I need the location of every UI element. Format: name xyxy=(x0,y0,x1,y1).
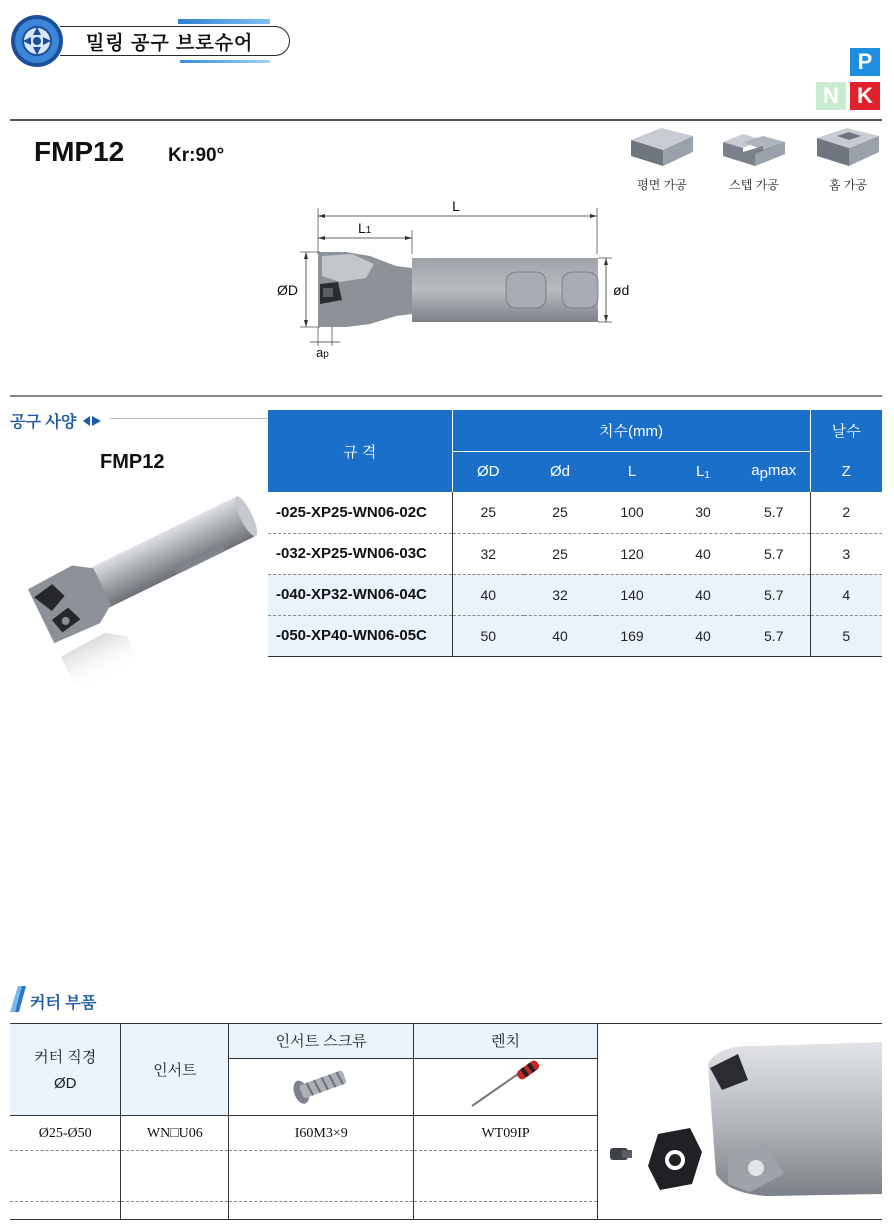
empty-cell xyxy=(229,1150,414,1219)
cell-L: 140 xyxy=(596,574,668,615)
process-slot-milling xyxy=(810,124,886,193)
page-title: 밀링 공구 브로슈어 xyxy=(86,33,254,54)
wrench-image-cell xyxy=(414,1058,598,1115)
empty-cell xyxy=(414,1150,598,1219)
header-stripe xyxy=(178,19,270,24)
cell-D: 25 xyxy=(452,492,524,533)
col-header-d: Ød xyxy=(524,451,596,492)
parts-section-title: 커터 부품 xyxy=(30,995,97,1012)
cell-ap: 5.7 xyxy=(738,533,810,574)
header-stripe-bottom xyxy=(180,60,270,63)
cutter-assembly-image xyxy=(598,1024,882,1216)
cell-z: 4 xyxy=(810,574,882,615)
cell-L1: 40 xyxy=(668,533,738,574)
col-header-dims: 치수(mm) xyxy=(452,410,810,451)
cell-L1: 40 xyxy=(668,615,738,656)
cell-D: 32 xyxy=(452,533,524,574)
dim-L1-label: L1 xyxy=(358,220,372,236)
dim-D-label: ØD xyxy=(277,282,298,298)
col-header-screw: 인서트 스크류 xyxy=(229,1024,414,1059)
cell-L1: 40 xyxy=(668,574,738,615)
cell-wrench: WT09IP xyxy=(414,1115,598,1150)
face-milling-block-icon xyxy=(627,124,697,170)
cell-ap: 5.7 xyxy=(738,574,810,615)
cell-code: -050-XP40-WN06-05C xyxy=(268,615,452,656)
empty-cell xyxy=(121,1150,229,1219)
cell-d: 25 xyxy=(524,492,596,533)
spec-section-title: 공구 사양 xyxy=(10,409,103,432)
col-header-wrench: 렌치 xyxy=(414,1024,598,1059)
spec-table xyxy=(268,410,882,657)
cell-z: 2 xyxy=(810,492,882,533)
cell-code: -040-XP32-WN06-04C xyxy=(268,574,452,615)
cell-ap: 5.7 xyxy=(738,492,810,533)
cell-ap: 5.7 xyxy=(738,615,810,656)
section-underline xyxy=(110,418,270,419)
divider xyxy=(10,395,882,397)
cell-screw: I60M3×9 xyxy=(229,1115,414,1150)
col-header-spec: 규 격 xyxy=(268,410,452,492)
table-row xyxy=(268,533,882,574)
cell-d: 32 xyxy=(524,574,596,615)
cell-L1: 30 xyxy=(668,492,738,533)
end-mill-photo xyxy=(20,488,260,713)
wrench-icon xyxy=(466,1060,546,1110)
col-header-insert: 인서트 xyxy=(121,1024,229,1116)
cutter-parts-photo xyxy=(597,1024,882,1220)
model-name: FMP12 xyxy=(34,136,125,167)
dimension-drawing xyxy=(270,196,650,366)
chevron-right-icon xyxy=(81,414,103,428)
step-milling-block-icon xyxy=(719,124,789,170)
cell-L: 100 xyxy=(596,492,668,533)
screw-image-cell xyxy=(229,1058,414,1115)
cell-code: -032-XP25-WN06-03C xyxy=(268,533,452,574)
cell-D: 50 xyxy=(452,615,524,656)
cell-z: 5 xyxy=(810,615,882,656)
process-step-milling xyxy=(716,124,792,193)
process-label: 스텝 가공 xyxy=(729,178,779,192)
cell-code: -025-XP25-WN06-02C xyxy=(268,492,452,533)
cell-diameter-range: Ø25-Ø50 xyxy=(10,1115,121,1150)
col-header-L1: L1 xyxy=(668,451,738,492)
col-header-L: L xyxy=(596,451,668,492)
col-header-diameter: 커터 직경 ØD xyxy=(10,1024,121,1116)
entering-angle: Kr:90° xyxy=(168,145,225,166)
slot-milling-block-icon xyxy=(813,124,883,170)
divider xyxy=(10,119,882,121)
empty-cell xyxy=(10,1150,121,1219)
cell-d: 25 xyxy=(524,533,596,574)
cell-L: 120 xyxy=(596,533,668,574)
col-header-D: ØD xyxy=(452,451,524,492)
tool-name: FMP12 xyxy=(100,451,165,473)
col-header-teeth: 날수 xyxy=(810,410,882,451)
dim-d-label: ød xyxy=(613,282,630,298)
dim-ap-label: ap xyxy=(316,345,329,360)
milling-cutter-logo-icon xyxy=(10,14,64,68)
dim-L-label: L xyxy=(452,198,460,214)
slash-accent-icon xyxy=(10,986,26,1012)
cell-d: 40 xyxy=(524,615,596,656)
parts-table xyxy=(10,1023,882,1220)
material-badge-p: P xyxy=(850,48,880,76)
process-face-milling xyxy=(624,124,700,193)
material-badge-n: N xyxy=(816,82,846,110)
process-label: 홈 가공 xyxy=(828,178,868,192)
table-row xyxy=(268,574,882,615)
cell-z: 3 xyxy=(810,533,882,574)
process-label: 평면 가공 xyxy=(637,178,687,192)
table-row xyxy=(268,492,882,533)
cell-L: 169 xyxy=(596,615,668,656)
cell-D: 40 xyxy=(452,574,524,615)
col-header-apmax: apmax xyxy=(738,451,810,492)
screw-icon xyxy=(286,1063,356,1107)
cell-insert: WN□U06 xyxy=(121,1115,229,1150)
material-badge-k: K xyxy=(850,82,880,110)
col-header-z: Z xyxy=(810,451,882,492)
table-row xyxy=(268,615,882,656)
